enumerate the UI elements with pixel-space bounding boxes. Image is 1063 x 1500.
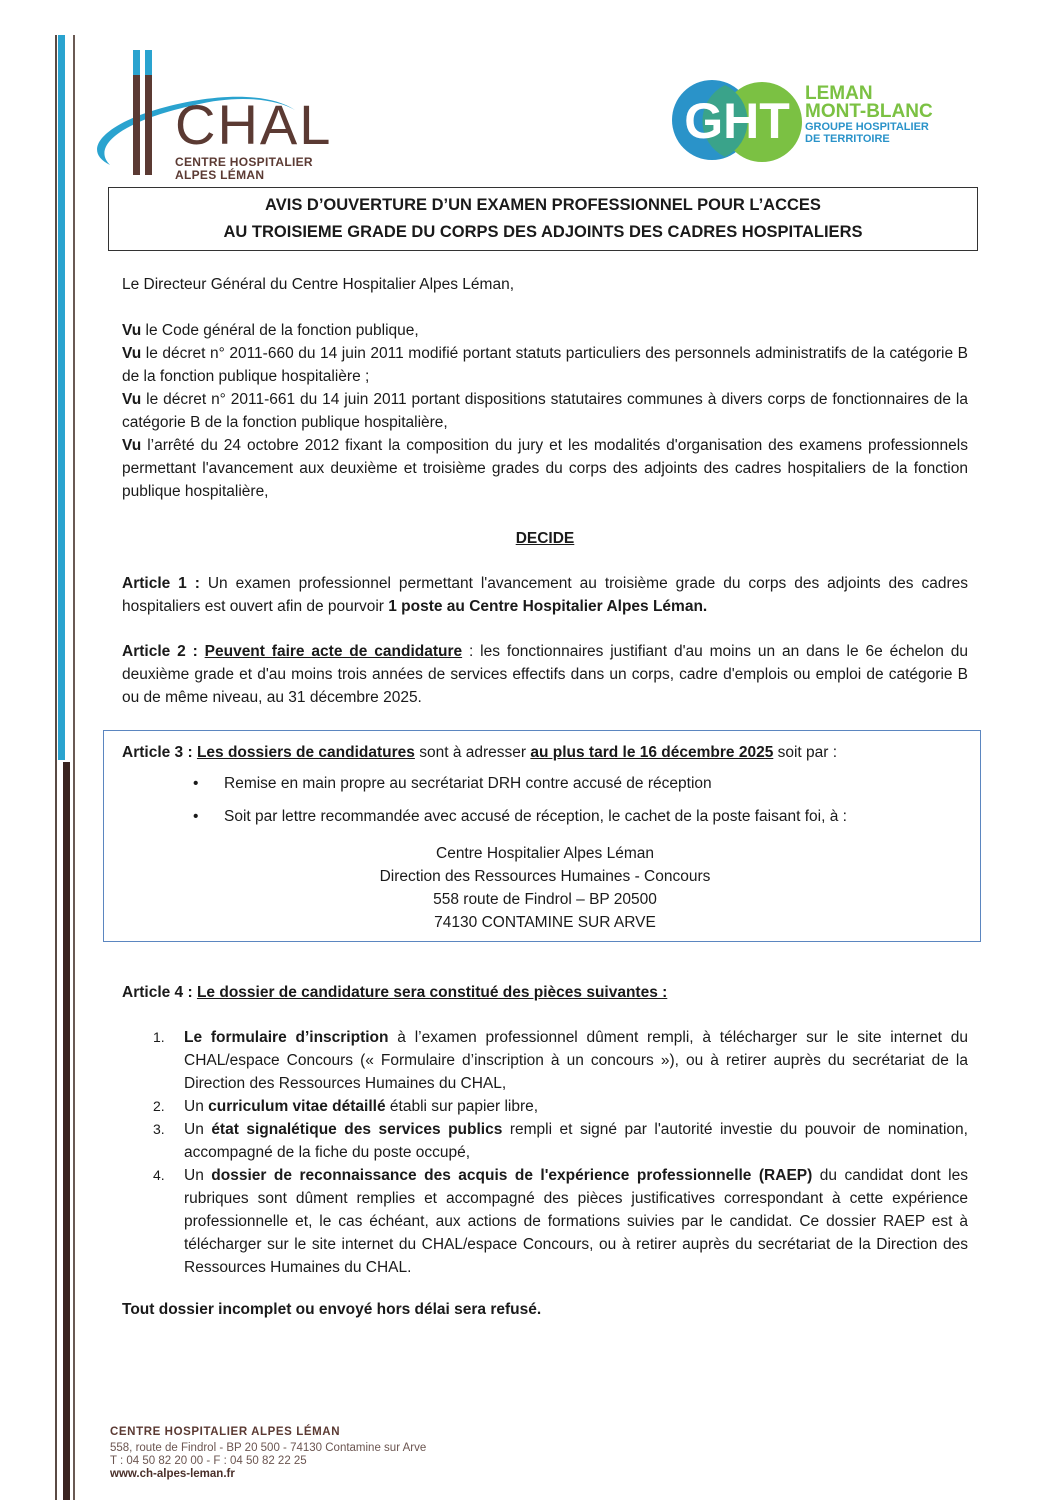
vu-label: Vu [122,322,142,339]
list-item [150,1026,968,1095]
article-4-label: Article 4 : [122,984,193,1001]
chal-logo-sub-line1: CENTRE HOSPITALIER [175,155,313,169]
item-pre: Un [184,1167,212,1184]
vu-text: l’arrêté du 24 octobre 2012 fixant la composition du jury et les modalités d'organisation des examens professionnels permettant l'avancement aux deuxième et troisième grades du corps des adjoints des cadres hospitaliers de la fonction publique hospitalière, [122,437,968,500]
vu-item-4 [122,434,968,503]
preamble-intro: Le Directeur Général du Centre Hospitalier Alpes Léman, [122,276,515,293]
chal-logo-word: CHAL [175,93,333,156]
article-3 [122,741,968,764]
footer-name: CENTRE HOSPITALIER ALPES LÉMAN [110,1426,341,1438]
item-post: établi sur papier libre, [385,1098,539,1115]
article-3-underlined1: Les dossiers de candidatures [196,744,415,761]
item-bold: curriculum vitae détaillé [208,1098,386,1115]
vu-item-2 [122,342,968,388]
vu-label: Vu [122,437,142,454]
closing-text: Tout dossier incomplet ou envoyé hors délai sera refusé. [122,1301,542,1318]
article-2-underlined: Peuvent faire acte de candidature [204,643,463,660]
bullet-icon: • [193,775,199,792]
article-4-underlined: Le dossier de candidature sera constitué des pièces suivantes : [196,984,668,1001]
title-line1: AVIS D’OUVERTURE D’UN EXAMEN PROFESSIONNEL POUR L’ACCES [265,196,821,214]
item-bold: état signalétique des services publics [211,1121,503,1138]
footer-website-link[interactable]: www.ch-alpes-leman.fr [110,1468,235,1480]
list-number: 3. [153,1121,165,1137]
ght-logo-text [805,85,933,145]
list-number: 1. [153,1029,165,1045]
ght-logo-mark-icon [670,80,805,165]
title-line2: AU TROISIEME GRADE DU CORPS DES ADJOINTS DES CADRES HOSPITALIERS [223,223,863,241]
ght-line2: MONT-BLANC [805,101,933,122]
footer-address: 558, route de Findrol - BP 20 500 - 74130 Contamine sur Arve [110,1442,427,1454]
item-bold: dossier de reconnaissance des acquis de l'expérience professionnelle (RAEP) [211,1167,813,1184]
margin-line-left [55,35,57,1500]
article-3-mid: sont à adresser [414,744,531,761]
ght-line3: GROUPE HOSPITALIER [805,121,929,133]
article-2 [122,640,968,709]
list-item [150,1164,968,1279]
address-line: Direction des Ressources Humaines - Concours [379,868,711,885]
item-pre: Un [184,1098,209,1115]
preamble-vu-list [122,319,968,503]
bullet-icon: • [193,808,199,825]
margin-bar-brown [63,762,70,1500]
vu-label: Vu [122,391,142,408]
chal-logo-subtitle [175,156,313,182]
list-item [150,1118,968,1164]
article-3-address [122,842,968,934]
item-post: à l’examen professionnel dûment rempli, à télécharger sur le site internet du CHAL/espace Concours (« Formulaire d’inscription à un concours »), ou à retirer auprès du secrétariat de la Direction des Ressources Humaines du CHAL, [184,1029,969,1092]
item-bold: Le formulaire d’inscription [184,1029,389,1046]
item-pre: Un [184,1121,212,1138]
item-post: rempli et signé par l'autorité investie du pouvoir de nomination, accompagné de la fiche du poste occupé, [184,1121,968,1161]
ght-logo [670,80,960,165]
ght-letters: GHT [684,93,790,149]
vu-text: le Code général de la fonction publique, [141,322,419,339]
ght-line4: DE TERRITOIRE [805,133,890,145]
chal-logo [85,40,345,180]
article-1-label: Article 1 : [122,575,200,592]
article-2-label: Article 2 : [122,643,198,660]
document-title-box [108,187,978,251]
address-line: 74130 CONTAMINE SUR ARVE [434,914,656,931]
footer-phone: T : 04 50 82 20 00 - F : 04 50 82 22 25 [110,1455,307,1467]
decide-label: DECIDE [515,530,575,547]
article-1-bold: 1 poste au Centre Hospitalier Alpes Léman. [388,598,708,615]
decide-heading [122,527,968,550]
article-3-end: soit par : [773,744,838,761]
article-3-label: Article 3 : [122,744,193,761]
chal-logo-sub-line2: ALPES LÉMAN [175,168,265,182]
ght-line1: LEMAN [805,83,873,104]
vu-text: le décret n° 2011-661 du 14 juin 2011 portant dispositions statutaires communes à divers corps de fonctionnaires de la catégorie B de la fonction publique hospitalière, [122,391,968,431]
list-number: 4. [153,1167,165,1183]
address-line: 558 route de Findrol – BP 20500 [433,891,657,908]
footer [110,1426,426,1481]
article-1-text: Un examen professionnel permettant l'avancement au troisième grade du corps des adjoints des cadres hospitaliers est ouvert afin de pourvoir [122,575,968,615]
list-item [150,1095,968,1118]
vu-item-1 [122,319,968,342]
margin-bar-blue [58,35,65,760]
article-4-list [150,1026,968,1279]
article-1 [122,572,968,618]
vu-item-3 [122,388,968,434]
item-post: du candidat dont les rubriques sont dûment remplies et accompagné des pièces justificatives correspondant à cette expérience professionnelle et, le cas échéant, aux actions de formations suivies par le candidat. Ce dossier RAEP est à télécharger sur le site internet du CHAL/espace Concours, ou à retirer auprès du secrétariat de la Direction des Ressources Humaines du CHAL. [184,1167,969,1276]
article-4 [122,981,968,1004]
closing-statement [122,1298,968,1321]
bullet-text: Remise en main propre au secrétariat DRH contre accusé de réception [224,775,712,792]
article-3-deadline: au plus tard le 16 décembre 2025 [530,744,774,761]
address-line: Centre Hospitalier Alpes Léman [436,845,654,862]
bullet-text: Soit par lettre recommandée avec accusé de réception, le cachet de la poste faisant foi, à : [224,808,847,825]
article-2-text: : les fonctionnaires justifiant d'au moins un an dans le 6e échelon du deuxième grade et d'au moins trois années de services effectifs dans un corps, cadre d'emplois ou emploi de catégorie B ou de même niveau, au 31 décembre 2025. [122,643,968,706]
vu-text: le décret n° 2011-660 du 14 juin 2011 modifié portant statuts particuliers des personnels administratifs de la catégorie B de la fonction publique hospitalière ; [122,345,968,385]
vu-label: Vu [122,345,142,362]
margin-line-right [73,35,75,1500]
list-number: 2. [153,1098,165,1114]
